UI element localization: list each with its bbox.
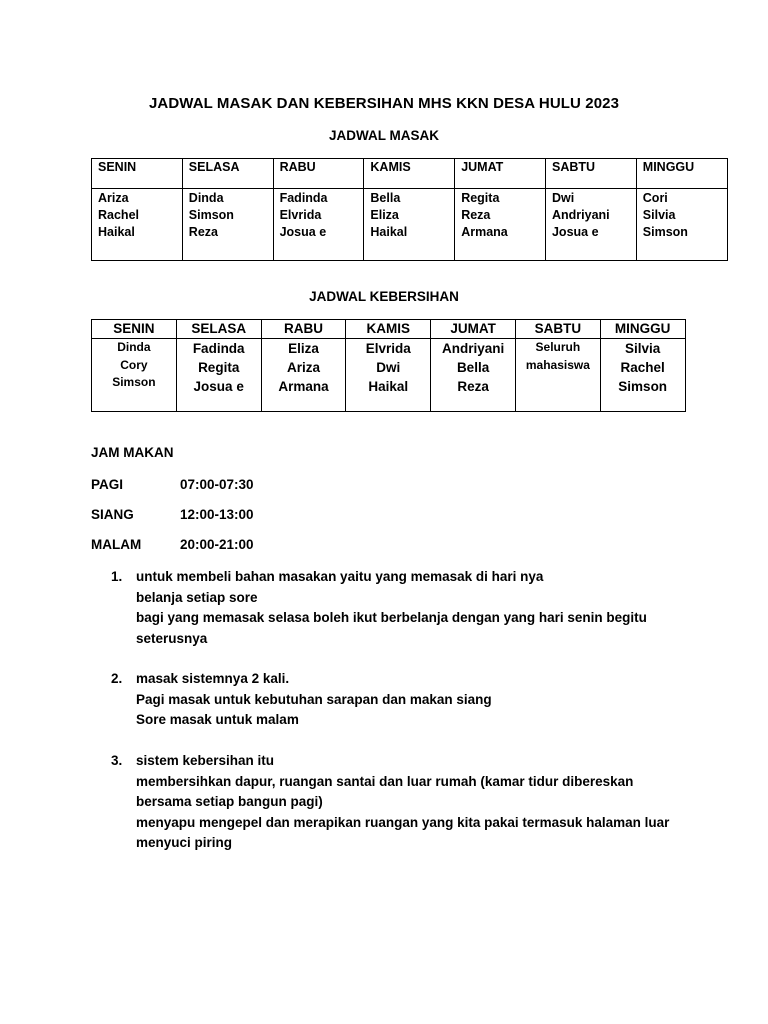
note-line: seterusnya xyxy=(136,630,208,646)
person-name: Armana xyxy=(461,225,508,239)
person-name: Eliza xyxy=(288,341,319,356)
cooking-names-cell xyxy=(545,189,636,261)
meal-time-row xyxy=(91,507,254,522)
note-line: membersihkan dapur, ruangan santai dan luar rumah (kamar tidur dibereskan xyxy=(136,773,634,789)
person-name: Eliza xyxy=(370,208,399,222)
document-title: JADWAL MASAK DAN KEBERSIHAN MHS KKN DESA HULU 2023 xyxy=(148,95,620,112)
note-line: menyapu mengepel dan merapikan ruangan yang kita pakai termasuk halaman luar xyxy=(136,814,670,830)
meal-time: 07:00-07:30 xyxy=(180,477,254,492)
cooking-day-header: KAMIS xyxy=(364,159,455,189)
cooking-day-header: SABTU xyxy=(545,159,636,189)
person-name: Rachel xyxy=(98,208,139,222)
meal-time: 12:00-13:00 xyxy=(180,507,254,522)
note-line: Pagi masak untuk kebutuhan sarapan dan makan siang xyxy=(136,691,492,707)
person-name: Elvrida xyxy=(365,341,411,356)
cooking-day-header: JUMAT xyxy=(455,159,546,189)
person-name: Cory xyxy=(120,357,148,372)
cooking-names-cell xyxy=(92,189,183,261)
person-name: Simson xyxy=(618,379,668,394)
cleaning-day-header: RABU xyxy=(261,320,346,339)
person-name: Josua e xyxy=(279,225,327,239)
person-name: Regita xyxy=(198,360,240,375)
person-name: Andriyani xyxy=(551,208,610,222)
cooking-day-header: MINGGU xyxy=(636,159,727,189)
note-line: sistem kebersihan itu xyxy=(136,753,275,768)
cooking-day-header: SENIN xyxy=(92,159,183,189)
cleaning-day-header: SABTU xyxy=(515,320,600,339)
person-name: Simson xyxy=(112,375,156,389)
person-name: Reza xyxy=(457,379,489,394)
person-name: Andriyani xyxy=(441,341,505,356)
cleaning-schedule-table xyxy=(91,319,686,412)
person-name: Elvrida xyxy=(279,208,322,222)
cooking-day-header: SELASA xyxy=(182,159,273,189)
person-name: Seluruh xyxy=(535,340,581,354)
person-name: Reza xyxy=(461,208,491,222)
cooking-names-cell xyxy=(182,189,273,261)
cleaning-schedule-heading: JADWAL KEBERSIHAN xyxy=(309,289,459,304)
person-name: Haikal xyxy=(370,225,408,239)
note-number: 2. xyxy=(111,671,123,686)
person-name: Reza xyxy=(188,225,218,239)
person-name: Silvia xyxy=(625,341,661,356)
note-text xyxy=(136,669,686,731)
note-text xyxy=(136,751,686,854)
cleaning-names-cell xyxy=(346,339,431,412)
person-name: Simson xyxy=(642,225,688,239)
note-line: menyuci piring xyxy=(136,835,233,850)
cleaning-day-header: SENIN xyxy=(92,320,177,339)
person-name: Bella xyxy=(456,360,490,375)
note-line: belanja setiap sore xyxy=(136,589,258,605)
cleaning-names-cell xyxy=(600,339,685,412)
meal-time-row xyxy=(91,477,254,492)
person-name: Dwi xyxy=(376,360,401,375)
cleaning-names-cell xyxy=(176,339,261,412)
person-name: Fadinda xyxy=(279,191,328,205)
note-number: 3. xyxy=(111,753,123,768)
note-line: Sore masak untuk malam xyxy=(136,712,299,727)
meal-time: 20:00-21:00 xyxy=(180,537,254,552)
person-name: Ariza xyxy=(286,360,320,375)
cleaning-day-header: MINGGU xyxy=(600,320,685,339)
note-line: bersama setiap bangun pagi) xyxy=(136,794,323,809)
person-name: Dinda xyxy=(188,191,224,205)
note-line: untuk membeli bahan masakan yaitu yang memasak di hari nya xyxy=(136,569,544,584)
meal-label: SIANG xyxy=(91,507,134,522)
cooking-names-cell xyxy=(455,189,546,261)
cleaning-names-cell xyxy=(261,339,346,412)
meal-time-row xyxy=(91,537,254,552)
cleaning-day-header: JUMAT xyxy=(431,320,516,339)
cooking-schedule-heading: JADWAL MASAK xyxy=(328,128,439,143)
person-name: Ariza xyxy=(98,191,129,205)
person-name: Haikal xyxy=(368,379,409,394)
note-line: bagi yang memasak selasa boleh ikut berbelanja dengan yang hari senin begitu xyxy=(136,610,647,625)
person-name: Josua e xyxy=(551,225,599,239)
person-name: Dinda xyxy=(117,340,151,354)
person-name: Josua e xyxy=(193,379,244,394)
cooking-schedule-table xyxy=(91,158,728,261)
meal-label: PAGI xyxy=(91,477,124,492)
person-name: Silvia xyxy=(642,208,676,222)
person-name: Regita xyxy=(461,191,500,205)
note-line: masak sistemnya 2 kali. xyxy=(136,671,290,686)
meal-times-heading: JAM MAKAN xyxy=(91,445,174,460)
person-name: Simson xyxy=(188,208,234,222)
person-name: Armana xyxy=(278,379,329,394)
person-name: Dwi xyxy=(551,191,575,205)
cooking-day-header: RABU xyxy=(273,159,364,189)
cleaning-day-header: KAMIS xyxy=(346,320,431,339)
person-name: mahasiswa xyxy=(525,357,590,372)
person-name: Haikal xyxy=(98,225,135,239)
person-name: Fadinda xyxy=(192,341,245,356)
note-text xyxy=(136,567,686,649)
person-name: Bella xyxy=(370,191,401,205)
cooking-names-cell xyxy=(636,189,727,261)
note-number: 1. xyxy=(111,569,123,584)
cleaning-names-cell xyxy=(92,339,177,412)
cleaning-names-cell xyxy=(515,339,600,412)
meal-label: MALAM xyxy=(91,537,142,552)
cooking-names-cell xyxy=(273,189,364,261)
cooking-names-cell xyxy=(364,189,455,261)
cleaning-day-header: SELASA xyxy=(176,320,261,339)
person-name: Cori xyxy=(642,191,668,205)
cleaning-names-cell xyxy=(431,339,516,412)
person-name: Rachel xyxy=(620,360,665,375)
